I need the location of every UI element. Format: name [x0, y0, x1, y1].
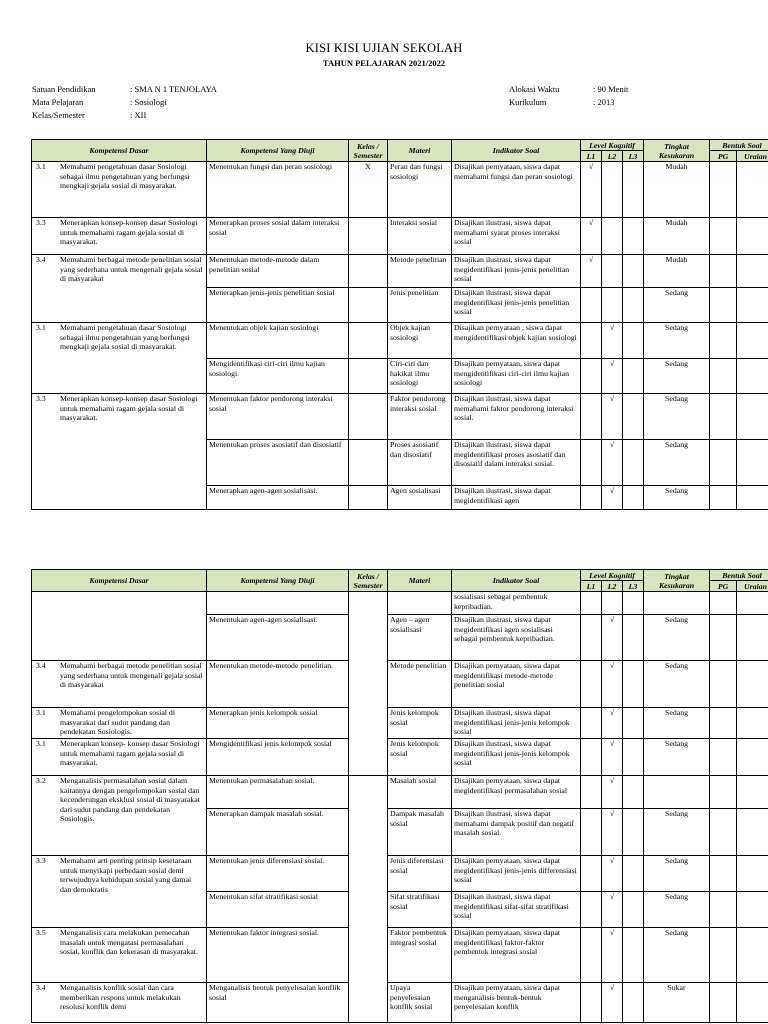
- cell-l2: [602, 592, 623, 615]
- cell-l3: [623, 394, 644, 440]
- cell-tingkat-kesukaran: Sedang: [644, 809, 710, 856]
- cell-indikator: Disajikan pernyataan, siswa dapat mengidentifikasi ciri-ciri ilmu kajian sosiologi: [452, 359, 581, 394]
- cell-kompetensi-dasar: [32, 255, 207, 323]
- cell-kompetensi-diuji: Menentukan faktor pendorong interaksi sosial: [207, 394, 349, 440]
- kd-text: Menganalisis cara melakukan pemecahan masalah untuk mengatasi permasalahan sosial, konflik dan kekerasan di masyarakat.: [60, 928, 198, 957]
- cell-l2: √: [602, 739, 623, 776]
- meta-row: [32, 96, 217, 109]
- header-uraian: Uraian: [737, 151, 768, 162]
- cell-indikator: Disajikan pernyataan , siswa dapat mengidentifikasi objek kajian sosiologi: [452, 323, 581, 359]
- cell-kelas: [349, 592, 388, 776]
- cell-indikator: Disajikan pernyataan, siswa dapat memahami fungsi dan peran sosiologi: [452, 162, 581, 218]
- table-row: [32, 739, 768, 776]
- header-kelas: Kelas / Semester: [349, 570, 388, 592]
- cell-l1: [581, 615, 602, 661]
- header-kd: Kompetensi Dasar: [32, 140, 207, 162]
- meta-label: Alokasi Waktu: [509, 84, 560, 94]
- cell-pg: [710, 809, 737, 856]
- cell-pg: [710, 288, 737, 323]
- cell-kelas: [349, 394, 388, 440]
- kd-text: Memahami arti penting prinsip kesetaraan untuk menyikapi perbedaan sosial demi terwujudnya kehidupan sosial yang damai dan demokratis: [60, 856, 192, 894]
- kd-number: 3.4: [36, 255, 46, 264]
- cell-uraian: [737, 776, 768, 809]
- cell-l2: √: [602, 983, 623, 1023]
- meta-row: [32, 83, 217, 96]
- cell-kompetensi-dasar: [32, 162, 207, 218]
- page-subtitle: TAHUN PELAJARAN 2021/2022: [322, 58, 446, 68]
- meta-label: Mata Pelajaran: [32, 97, 84, 107]
- meta-value: : 90 Menit: [593, 84, 629, 94]
- cell-pg: [710, 394, 737, 440]
- kd-text: Memahami pengetahuan dasar Sosiologi sebagai ilmu pengetahuan yang berfungsi mengkaji gejala sosial di masyarakat.: [60, 323, 190, 352]
- cell-l2: √: [602, 928, 623, 983]
- cell-uraian: [737, 592, 768, 615]
- cell-l2: [602, 218, 623, 255]
- table-row: [32, 856, 768, 892]
- cell-l1: √: [581, 162, 602, 218]
- meta-value: : XII: [130, 110, 147, 120]
- page-title: KISI KISI UJIAN SEKOLAH: [305, 41, 463, 55]
- cell-pg: [710, 739, 737, 776]
- cell-pg: [710, 708, 737, 739]
- cell-l1: [581, 708, 602, 739]
- cell-kompetensi-diuji: Menentukan agen-agen sosialisasi.: [207, 615, 349, 661]
- cell-l2: √: [602, 892, 623, 928]
- cell-l3: [623, 255, 644, 288]
- kd-number: 3.5: [36, 928, 46, 937]
- cell-l3: [623, 892, 644, 928]
- cell-uraian: [737, 359, 768, 394]
- cell-l3: [623, 856, 644, 892]
- header-l1: L1: [581, 581, 602, 592]
- cell-pg: [710, 661, 737, 708]
- cell-kompetensi-diuji: Menganalisis bentuk penyelesaian konflik sosial: [207, 983, 349, 1023]
- cell-l1: [581, 394, 602, 440]
- kd-text: Menganalisis permasalahan sosial dalam kaitannya dengan pengelompokan sosial dan kecenderungan eksklusi sosial di masyarakat dari sudut pandang dan pendekatan Sosiologis.: [60, 776, 200, 824]
- kisi-table-1: [31, 139, 768, 510]
- cell-l2: √: [602, 856, 623, 892]
- cell-l1: [581, 359, 602, 394]
- cell-indikator: Disajikan pernyataan, siswa dapat megidentifikasi faktor-faktor pembentuk integrasi sosial: [452, 928, 581, 983]
- cell-kelas: [349, 440, 388, 486]
- cell-kompetensi-diuji: Menentukan proses asosiatif dan disosiatif: [207, 440, 349, 486]
- table-row: [32, 708, 768, 739]
- cell-tingkat-kesukaran: Sedang: [644, 615, 710, 661]
- cell-tingkat-kesukaran: Mudah: [644, 255, 710, 288]
- cell-l1: [581, 983, 602, 1023]
- cell-kompetensi-dasar: [32, 983, 207, 1023]
- kd-text: Menerapkan konsep- konsep dasar Sosiologi untuk memahami ragam gejala sosial di masyarakat.: [60, 739, 200, 768]
- header-uraian: Uraian: [737, 581, 768, 592]
- cell-kompetensi-diuji: Menerapkan jenis-jenis penelitian sosial: [207, 288, 349, 323]
- cell-pg: [710, 486, 737, 510]
- cell-pg: [710, 928, 737, 983]
- header-bentuk: Bentuk Soal: [710, 570, 768, 581]
- cell-kompetensi-diuji: Mengidentifikasi ciri-ciri ilmu kajian sosiologi.: [207, 359, 349, 394]
- cell-tingkat-kesukaran: Sedang: [644, 394, 710, 440]
- cell-l2: √: [602, 809, 623, 856]
- cell-indikator: Disajikan ilustrasi, siswa dapat megidentifikasi sifat-sifat stratifikasi sosial: [452, 892, 581, 928]
- cell-indikator: Disajikan pernyataan, siswa dapat megidentifikasi jenis-jenis differensiasi sosial: [452, 856, 581, 892]
- cell-materi: Objek kajian sosiologi: [388, 323, 452, 359]
- cell-kompetensi-diuji: Menerapkan dampak masalah sosial.: [207, 809, 349, 856]
- kd-number: 3.1: [36, 739, 46, 748]
- cell-l3: [623, 708, 644, 739]
- kd-text: Memahami pengelompokan sosial di masyarakat dari sudut pandang dan pendekatan Sosiologis.: [60, 708, 175, 737]
- cell-tingkat-kesukaran: Sedang: [644, 892, 710, 928]
- cell-l1: √: [581, 218, 602, 255]
- header-pg: PG: [710, 581, 737, 592]
- cell-l3: [623, 776, 644, 809]
- meta-row: [509, 96, 628, 109]
- cell-materi: Jenis diferensiasi sosial: [388, 856, 452, 892]
- cell-kompetensi-diuji: Menerapkan proses sosial dalam interaksi sosial: [207, 218, 349, 255]
- table-row: [32, 928, 768, 983]
- cell-pg: [710, 615, 737, 661]
- cell-kompetensi-dasar: [32, 394, 207, 510]
- cell-materi: Interaksi sosial: [388, 218, 452, 255]
- cell-materi: Agen sosialisasi: [388, 486, 452, 510]
- cell-materi: Proses asosiatif dan disosiatif: [388, 440, 452, 486]
- cell-l2: √: [602, 486, 623, 510]
- cell-kompetensi-diuji: Mengidentifikasi jenis kelompok sosial: [207, 739, 349, 776]
- cell-uraian: [737, 162, 768, 218]
- cell-tingkat-kesukaran: Mudah: [644, 162, 710, 218]
- cell-materi: Dampak masalah sosial: [388, 809, 452, 856]
- cell-kompetensi-dasar: [32, 776, 207, 856]
- cell-uraian: [737, 323, 768, 359]
- cell-kompetensi-dasar: [32, 739, 207, 776]
- kd-text: Memahami pengetahuan dasar Sosiologi sebagai ilmu pengetahuan yang berfungsi mengkaji gejala sosial di masyarakat.: [60, 162, 190, 191]
- cell-uraian: [737, 661, 768, 708]
- cell-kompetensi-diuji: Menerapkan jenis kelompok sosial: [207, 708, 349, 739]
- cell-l1: [581, 892, 602, 928]
- cell-uraian: [737, 394, 768, 440]
- cell-materi: Faktor pembentuk integrasi sosial: [388, 928, 452, 983]
- header-indikator: Indikator Soal: [452, 140, 581, 162]
- cell-l2: √: [602, 359, 623, 394]
- cell-materi: Peran dan fungsi sosiologi: [388, 162, 452, 218]
- cell-kelas: [349, 776, 388, 1023]
- cell-uraian: [737, 486, 768, 510]
- cell-pg: [710, 776, 737, 809]
- cell-tingkat-kesukaran: Sedang: [644, 928, 710, 983]
- cell-materi: Jenis kelompok sosial: [388, 708, 452, 739]
- meta-label: Kelas/Semester: [32, 110, 85, 120]
- kd-text: Menganalisis konflik sosial dan cara memberikan respons untuk melakukan resolusi konflik demi: [60, 983, 181, 1012]
- header-indikator: Indikator Soal: [452, 570, 581, 592]
- cell-tingkat-kesukaran: [644, 776, 710, 809]
- cell-kelas: [349, 323, 388, 359]
- cell-l1: [581, 856, 602, 892]
- cell-kompetensi-diuji: Menentukan faktor integrasi sosial.: [207, 928, 349, 983]
- cell-uraian: [737, 255, 768, 288]
- cell-l2: [602, 162, 623, 218]
- cell-l1: [581, 661, 602, 708]
- cell-indikator: Disajikan pernyataan, siswa dapat megidentifikasi permasalahan sosial: [452, 776, 581, 809]
- header-materi: Materi: [388, 570, 452, 592]
- cell-kompetensi-diuji: Menentukan jenis diferensiasi sosial.: [207, 856, 349, 892]
- cell-l2: √: [602, 323, 623, 359]
- cell-uraian: [737, 440, 768, 486]
- cell-l2: √: [602, 661, 623, 708]
- cell-l2: [602, 288, 623, 323]
- kisi-table-2: [31, 569, 768, 1023]
- cell-kompetensi-diuji: Menentukan sifat stratifikasi sosial: [207, 892, 349, 928]
- table-row: [32, 162, 768, 218]
- cell-uraian: [737, 928, 768, 983]
- cell-tingkat-kesukaran: Sedang: [644, 739, 710, 776]
- meta-row: [509, 83, 628, 96]
- cell-indikator: Disajikan ilustrasi, siswa dapat megidentifikasi jenis-jenis kelompok sosial: [452, 739, 581, 776]
- cell-indikator: Disajikan ilustrasi, siswa dapat megidentifikasi jenis-jenis penelitian sosial: [452, 288, 581, 323]
- cell-tingkat-kesukaran: Sedang: [644, 323, 710, 359]
- kd-text: Menerapkan konsep-konsep dasar Sosiologi untuk memahami ragam gejala sosial di masyarakat.: [60, 394, 198, 423]
- meta-label: Kurikulum: [509, 97, 547, 107]
- cell-l3: [623, 615, 644, 661]
- header-l3: L3: [623, 151, 644, 162]
- cell-uraian: [737, 809, 768, 856]
- kd-number: 3.1: [36, 323, 46, 332]
- meta-row: [32, 109, 217, 122]
- cell-l1: [581, 323, 602, 359]
- cell-uraian: [737, 739, 768, 776]
- cell-l3: [623, 928, 644, 983]
- cell-materi: Metode penelitian: [388, 661, 452, 708]
- table-row: [32, 661, 768, 708]
- cell-kompetensi-dasar: [32, 323, 207, 394]
- cell-kompetensi-diuji: Menentukan fungsi dan peran sosiologi: [207, 162, 349, 218]
- cell-materi: Metode penelitian: [388, 255, 452, 288]
- cell-l1: [581, 928, 602, 983]
- cell-materi: Agen – agen sosialisasi: [388, 615, 452, 661]
- cell-kompetensi-diuji: Menentukan metode-metode dalam penelitian sosial: [207, 255, 349, 288]
- cell-pg: [710, 983, 737, 1023]
- meta-label: Satuan Pendidikan: [32, 84, 96, 94]
- cell-l1: [581, 776, 602, 809]
- cell-pg: [710, 323, 737, 359]
- cell-indikator: Disajikan ilustrasi, siswa dapat memahami dampak positif dan negatif masalah sosial.: [452, 809, 581, 856]
- table-row: [32, 255, 768, 288]
- cell-uraian: [737, 856, 768, 892]
- cell-tingkat-kesukaran: [644, 592, 710, 615]
- cell-kompetensi-dasar: [32, 661, 207, 708]
- cell-l3: [623, 592, 644, 615]
- header-bentuk: Bentuk Soal: [710, 140, 768, 151]
- cell-kompetensi-diuji: [207, 592, 349, 615]
- cell-indikator: Disajikan ilustrasi, siswa dapat megidentifikasi jenis-jenis kelompok sosial: [452, 708, 581, 739]
- cell-l3: [623, 218, 644, 255]
- header-tingkat: Tingkat Kesukaran: [644, 570, 710, 592]
- cell-tingkat-kesukaran: Sedang: [644, 440, 710, 486]
- cell-uraian: [737, 615, 768, 661]
- table-row: [32, 983, 768, 1023]
- cell-indikator: sosialisasi sebagai pembentuk kepribadian.: [452, 592, 581, 615]
- cell-kompetensi-diuji: Menentukan objek kajian sosiologi: [207, 323, 349, 359]
- header-l2: L2: [602, 581, 623, 592]
- cell-l3: [623, 661, 644, 708]
- cell-materi: [388, 592, 452, 615]
- table-row: [32, 776, 768, 809]
- header-kd: Kompetensi Dasar: [32, 570, 207, 592]
- cell-indikator: Disajikan ilustrasi, siswa dapat megidentifikasi agen: [452, 486, 581, 510]
- cell-l3: [623, 440, 644, 486]
- header-materi: Materi: [388, 140, 452, 162]
- cell-kelas: [349, 218, 388, 255]
- cell-l3: [623, 288, 644, 323]
- cell-tingkat-kesukaran: Sukar: [644, 983, 710, 1023]
- meta-value: : Sosiologi: [130, 97, 167, 107]
- cell-kelas: X: [349, 162, 388, 218]
- cell-tingkat-kesukaran: Sedang: [644, 288, 710, 323]
- cell-uraian: [737, 218, 768, 255]
- meta-left: [32, 83, 217, 122]
- meta-value: : SMA N 1 TENJOLAYA: [130, 84, 217, 94]
- cell-kelas: [349, 359, 388, 394]
- cell-materi: Masalah sosial: [388, 776, 452, 809]
- cell-tingkat-kesukaran: Sedang: [644, 486, 710, 510]
- cell-l1: [581, 809, 602, 856]
- cell-kompetensi-dasar: [32, 592, 207, 661]
- cell-indikator: Disajikan ilustrasi, siswa dapat memahami syarat proses interaksi sosial: [452, 218, 581, 255]
- cell-tingkat-kesukaran: Sedang: [644, 661, 710, 708]
- kd-text: Menerapkan konsep-konsep dasar Sosiologi untuk memahami ragam gejala sosial di masyarakat.: [60, 218, 198, 247]
- cell-kompetensi-dasar: [32, 218, 207, 255]
- cell-uraian: [737, 983, 768, 1023]
- cell-kompetensi-diuji: Menerapkan agen-agen sosialisasi.: [207, 486, 349, 510]
- header-kelas: Kelas / Semester: [349, 140, 388, 162]
- kd-number: 3.4: [36, 661, 46, 670]
- kd-number: 3.1: [36, 162, 46, 171]
- cell-tingkat-kesukaran: Mudah: [644, 218, 710, 255]
- header-tingkat: Tingkat Kesukaran: [644, 140, 710, 162]
- cell-l3: [623, 359, 644, 394]
- kd-number: 3.3: [36, 394, 46, 403]
- cell-materi: Jenis kelompok sosial: [388, 739, 452, 776]
- header-kompetensi_diuji: Kompetensi Yang Diuji: [207, 570, 349, 592]
- cell-pg: [710, 440, 737, 486]
- cell-l1: √: [581, 255, 602, 288]
- cell-indikator: Disajikan pernyataan, siswa dapat megidentifikasi metode-metode penelitian sosial: [452, 661, 581, 708]
- cell-l2: √: [602, 394, 623, 440]
- cell-pg: [710, 218, 737, 255]
- meta-value: : 2013: [593, 97, 615, 107]
- cell-materi: Faktor pendorong interaksi sosial: [388, 394, 452, 440]
- header-l2: L2: [602, 151, 623, 162]
- cell-kelas: [349, 255, 388, 288]
- header-pg: PG: [710, 151, 737, 162]
- cell-pg: [710, 162, 737, 218]
- table-row: [32, 394, 768, 440]
- cell-kompetensi-dasar: [32, 856, 207, 928]
- cell-tingkat-kesukaran: Sedang: [644, 708, 710, 739]
- cell-l1: [581, 486, 602, 510]
- cell-materi: Sifat stratifikasi sosial: [388, 892, 452, 928]
- header-level: Level Kognitif: [581, 570, 644, 581]
- cell-pg: [710, 359, 737, 394]
- header-level: Level Kognitif: [581, 140, 644, 151]
- cell-indikator: Disajikan pernyataan, siswa dapat menganalisis bentuk-bentuk penyelesaian konflik: [452, 983, 581, 1023]
- cell-tingkat-kesukaran: Sedang: [644, 359, 710, 394]
- table-row: [32, 592, 768, 615]
- cell-l1: [581, 739, 602, 776]
- kd-text: Memahami berbagai metode penelitian sosial yang sederhana untuk mengenali gejala sosial di masyarakat: [60, 661, 203, 690]
- cell-pg: [710, 856, 737, 892]
- cell-pg: [710, 255, 737, 288]
- cell-materi: Upaya penyelesaian konflik sosial: [388, 983, 452, 1023]
- header-kompetensi_diuji: Kompetensi Yang Diuji: [207, 140, 349, 162]
- kd-text: Memahami berbagai metode penelitian sosial yang sederhana untuk mengenali gejala sosial di masyarakat: [60, 255, 203, 284]
- cell-pg: [710, 892, 737, 928]
- kd-number: 3.3: [36, 856, 46, 865]
- cell-materi: Jenis penelitian: [388, 288, 452, 323]
- cell-l3: [623, 162, 644, 218]
- cell-l1: [581, 288, 602, 323]
- cell-uraian: [737, 892, 768, 928]
- cell-l1: [581, 592, 602, 615]
- cell-tingkat-kesukaran: Sedang: [644, 856, 710, 892]
- cell-kompetensi-dasar: [32, 928, 207, 983]
- table-row: [32, 218, 768, 255]
- cell-l2: √: [602, 776, 623, 809]
- header-l1: L1: [581, 151, 602, 162]
- cell-kompetensi-dasar: [32, 708, 207, 739]
- cell-l2: √: [602, 615, 623, 661]
- cell-indikator: Disajikan ilustrasi, siswa dapat memahami faktor pendorong interaksi sosial.: [452, 394, 581, 440]
- cell-l1: [581, 440, 602, 486]
- cell-materi: Ciri-ciri dan hakikat ilmu sosiologi: [388, 359, 452, 394]
- cell-kelas: [349, 288, 388, 323]
- cell-indikator: Disajikan ilustrasi, siswa dapat megidentifikasi proses asosiatif dan disosiatif dalam interaksi sosial.: [452, 440, 581, 486]
- cell-kompetensi-diuji: Menentukan metode-metode penelitian.: [207, 661, 349, 708]
- kd-number: 3.3: [36, 218, 46, 227]
- kd-number: 3.2: [36, 776, 46, 785]
- cell-l2: √: [602, 708, 623, 739]
- kd-number: 3.4: [36, 983, 46, 992]
- cell-l3: [623, 739, 644, 776]
- table-row: [32, 323, 768, 359]
- cell-l2: [602, 255, 623, 288]
- cell-l2: √: [602, 440, 623, 486]
- cell-l3: [623, 809, 644, 856]
- meta-right: [509, 83, 628, 109]
- cell-indikator: Disajikan ilustrasi, siswa dapat megidentifikasi jenis-jenis penelitian sosial: [452, 255, 581, 288]
- cell-uraian: [737, 288, 768, 323]
- cell-l3: [623, 486, 644, 510]
- cell-kelas: [349, 486, 388, 510]
- cell-indikator: Disajikan ilustrasi, siswa dapat megidentifikasi agen sosialisasi sebagai pembentuk kepribadian.: [452, 615, 581, 661]
- header-l3: L3: [623, 581, 644, 592]
- cell-l3: [623, 323, 644, 359]
- kd-number: 3.1: [36, 708, 46, 717]
- cell-l3: [623, 983, 644, 1023]
- cell-uraian: [737, 708, 768, 739]
- cell-pg: [710, 592, 737, 615]
- cell-kompetensi-diuji: Menentukan permasalahan sosial.: [207, 776, 349, 809]
